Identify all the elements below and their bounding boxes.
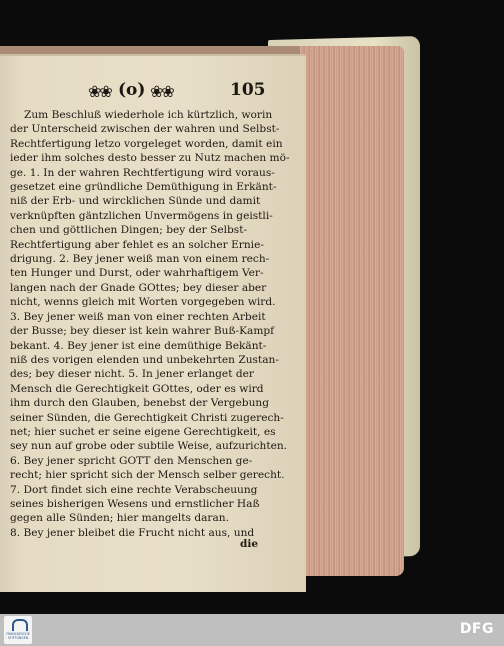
dfg-logo[interactable]: DFG — [459, 621, 494, 637]
text-line: Zum Beschluß wiederhole ich kürtzlich, worin — [24, 109, 273, 121]
page-number: 105 — [230, 80, 266, 100]
text-line: sey nun auf grobe oder subtile Weise, aufzurichten. — [10, 440, 288, 453]
signature-mark: (o) — [118, 80, 146, 100]
text-line: ieder ihm solches desto besser zu Nutz machen mö- — [10, 152, 290, 165]
text-line: ge. 1. In der wahren Rechtfertigung wird voraus- — [10, 166, 275, 179]
franckesche-stiftungen-logo[interactable] — [4, 616, 32, 644]
text-line: chen und göttlichen Dingen; bey der Selbst- — [10, 224, 248, 237]
ornament-right-icon: ❀❀ — [150, 82, 173, 101]
text-line: gesetzet eine gründliche Demüthigung in Erkänt- — [10, 181, 277, 194]
text-line: gegen alle Sünden; hier mangelts daran. — [10, 512, 229, 525]
text-line: ihm durch den Glauben, benebst der Vergebung — [10, 397, 269, 410]
text-line: langen nach der Gnade GOttes; bey dieser aber — [10, 281, 267, 294]
viewer-footer — [0, 614, 504, 646]
text-line: niß des vorigen elenden und unbekehrten Zustan- — [10, 353, 279, 366]
text-line: nicht, wenns gleich mit Worten vorgegeben wird. — [10, 296, 276, 309]
text-line: der Unterscheid zwischen der wahren und Selbst- — [10, 123, 280, 136]
arch-icon — [12, 619, 28, 631]
text-line: der Busse; bey dieser ist kein wahrer Buß-Kampf — [10, 325, 275, 338]
text-line: des; bey dieser nicht. 5. In jener erlanget der — [10, 368, 254, 381]
text-line: 8. Bey jener bleibet die Frucht nicht aus, und — [10, 526, 255, 539]
text-line: 3. Bey jener weiß man von einer rechten Arbeit — [10, 310, 266, 323]
text-line: Rechtfertigung aber fehlet es an solcher Ernie- — [10, 238, 264, 251]
text-line: 6. Bey jener spricht GOTT den Menschen ge- — [10, 454, 253, 467]
catchword: die — [240, 538, 259, 550]
text-line: Rechtfertigung letzo vorgeleget worden, damit ein — [10, 137, 283, 150]
logo-text-line2: STIFTUNGEN — [7, 636, 29, 640]
text-line: seiner Sünden, die Gerechtigkeit Christi zugerech- — [10, 411, 284, 424]
text-line: verknüpften gäntzlichen Unvermögens in geistli- — [10, 209, 273, 222]
text-line: niß der Erb- und wircklichen Sünde und damit — [10, 195, 261, 208]
text-line: net; hier suchet er seine eigene Gerechtigkeit, es — [10, 425, 276, 438]
text-line: drigung. 2. Bey jener weiß man von einem rech- — [10, 253, 270, 266]
ornament-left-icon: ❀❀ — [88, 82, 111, 101]
text-line: Mensch die Gerechtigkeit GOttes, oder es wird — [10, 382, 264, 395]
text-line: seines bisherigen Wesens und ernstlicher Haß — [10, 497, 260, 510]
text-line: bekant. 4. Bey jener ist eine demüthige Bekänt- — [10, 339, 267, 352]
page-header — [88, 80, 266, 102]
text-line: recht; hier spricht sich der Mensch selber gerecht. — [10, 469, 285, 482]
body-text — [10, 108, 292, 540]
text-line: 7. Dort findet sich eine rechte Verabscheuung — [10, 483, 258, 496]
logo-text-line1: FRANCKESCHE — [6, 632, 30, 636]
text-line: ten Hunger und Durst, oder wahrhaftigem Ver- — [10, 267, 264, 280]
page-edges — [296, 46, 404, 576]
